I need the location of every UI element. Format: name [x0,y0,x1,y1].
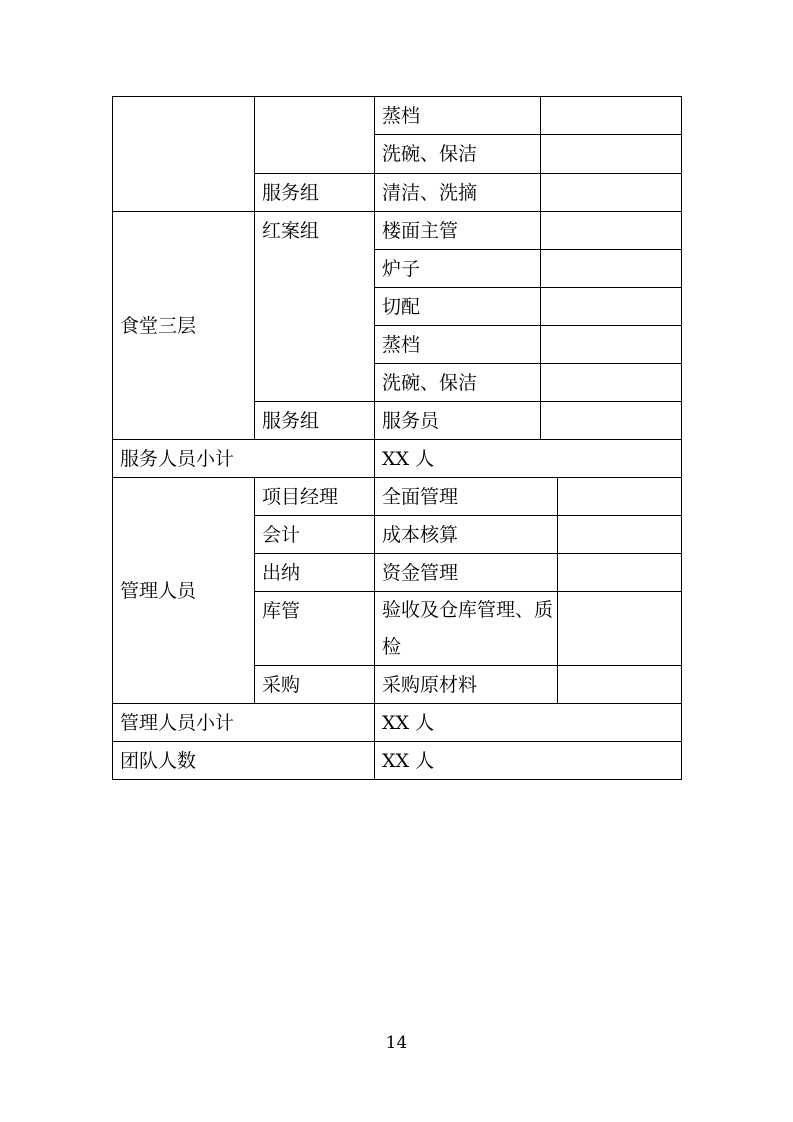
table-cell-group: 服务组 [254,173,374,211]
table-cell-task: 炉子 [374,249,540,287]
table-cell-task: 切配 [374,287,540,325]
page-number: 14 [385,1033,408,1053]
staff-table [112,96,682,780]
management-label: 管理人员 [120,580,197,602]
table-cell-value [540,173,682,211]
table-cell-value [540,211,682,249]
table-cell-value [540,363,682,401]
table-cell-task: 服务员 [374,401,540,439]
table-cell-group: 服务组 [254,401,374,439]
table-cell-duty: 采购原材料 [374,665,557,703]
table-cell-value [557,553,682,591]
table-cell-value [557,591,682,665]
table-cell-value [540,287,682,325]
table-cell-empty [254,96,374,173]
table-cell-role: 库管 [254,591,374,665]
management-subtotal-value: XX 人 [374,703,682,741]
table-cell-value [540,96,682,134]
service-subtotal-label: 服务人员小计 [112,439,374,477]
table-cell-group: 红案组 [254,211,374,401]
table-cell-task: 洗碗、保洁 [374,363,540,401]
table-cell-task: 洗碗、保洁 [374,134,540,173]
table-cell-value [540,325,682,363]
table-cell-value [540,401,682,439]
table-cell-role: 出纳 [254,553,374,591]
table-cell-role: 会计 [254,515,374,553]
table-cell-task: 蒸档 [374,325,540,363]
table-cell-duty: 验收及仓库管理、质检 [374,591,557,665]
table-cell-value [540,134,682,173]
table-cell-value [540,249,682,287]
table-cell-duty: 资金管理 [374,553,557,591]
table-cell-task: 清洁、洗摘 [374,173,540,211]
team-total-label: 团队人数 [112,741,374,779]
table-cell-duty: 全面管理 [374,477,557,515]
table-cell-value [557,515,682,553]
table-cell-management [112,477,254,703]
table-cell-task: 楼面主管 [374,211,540,249]
service-subtotal-value: XX 人 [374,439,682,477]
floor-label: 食堂三层 [120,315,197,337]
table-cell-empty [112,96,254,211]
table-cell-value [557,477,682,515]
team-total-value: XX 人 [374,741,682,779]
table-cell-duty: 成本核算 [374,515,557,553]
table-cell-task: 蒸档 [374,96,540,134]
table-cell-role: 项目经理 [254,477,374,515]
table-cell-role: 采购 [254,665,374,703]
table-cell-value [557,665,682,703]
table-cell-floor [112,211,254,439]
management-subtotal-label: 管理人员小计 [112,703,374,741]
